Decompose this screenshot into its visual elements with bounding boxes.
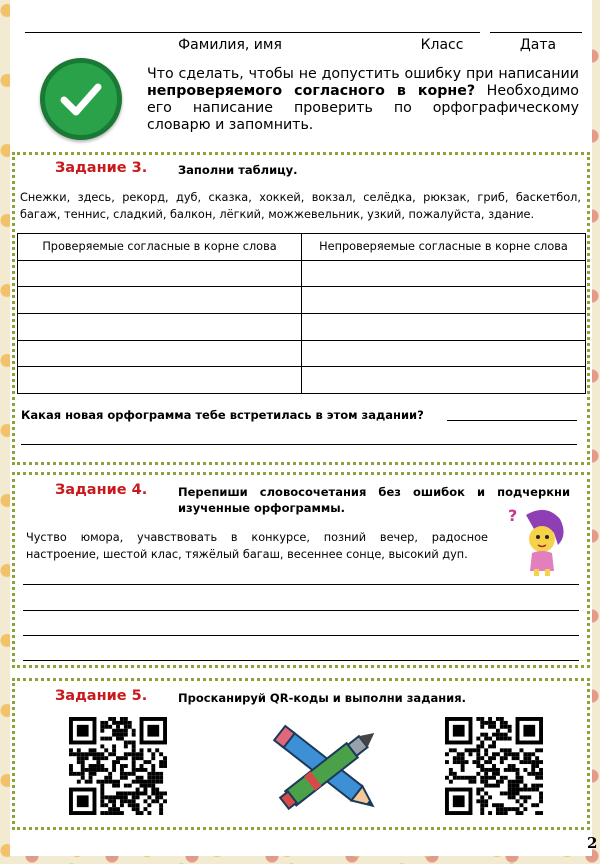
table-cell[interactable] <box>18 260 302 287</box>
qr-code-left[interactable] <box>69 717 167 815</box>
task-4-phrases: Чуство юмора, учавствовать в конкурсе, позний вечер, радосное настроение, шестой клас, тяжёлый багаш, весеннее сонце, высокий дуп. <box>26 531 488 561</box>
table-cell[interactable] <box>18 340 302 367</box>
table-header-checkable: Проверяемые согласные в корне слова <box>18 234 302 261</box>
name-label: Фамилия, имя <box>178 37 282 53</box>
class-label: Класс <box>420 37 464 53</box>
table-cell[interactable] <box>302 260 586 287</box>
consonants-table <box>17 233 586 394</box>
table-row <box>18 260 586 287</box>
table-cell[interactable] <box>18 314 302 341</box>
table-cell[interactable] <box>18 367 302 394</box>
answer-line[interactable] <box>447 420 577 421</box>
table-row <box>18 287 586 314</box>
table-row <box>18 340 586 367</box>
table-row <box>18 314 586 341</box>
task-5-instruction: Просканируй QR-коды и выполни задания. <box>178 691 466 705</box>
task-3-words: Снежки, здесь, рекорд, дуб, сказка, хоккей, вокзал, селёдка, рюкзак, гриб, баскетбол, багаж, теннис, сладкий, балкон, лёгкий, можжевельник, узкий, пожалуйста, здание. <box>20 191 581 221</box>
table-header-row <box>18 234 586 261</box>
table-header-uncheckable: Непроверяемые согласные в корне слова <box>302 234 586 261</box>
task-4-instruction: Перепиши словосочетания без ошибок и подчеркни изученные орфограммы. <box>178 485 570 515</box>
table-cell[interactable] <box>18 287 302 314</box>
question-girl-illustration <box>508 505 568 577</box>
answer-line[interactable] <box>21 444 577 445</box>
table-cell[interactable] <box>302 287 586 314</box>
table-cell[interactable] <box>302 340 586 367</box>
table-cell[interactable] <box>302 314 586 341</box>
task-3-box <box>12 152 590 465</box>
writing-line[interactable] <box>23 584 579 585</box>
svg-text:?: ? <box>508 506 518 525</box>
task-3-question: Какая новая орфограмма тебе встретилась в этом задании? <box>21 408 424 422</box>
table-cell[interactable] <box>302 367 586 394</box>
qr-code-right[interactable] <box>445 717 543 815</box>
writing-line[interactable] <box>23 635 579 636</box>
task-4-title: Задание 4. <box>55 482 148 498</box>
date-label: Дата <box>519 37 557 53</box>
worksheet-page <box>10 0 598 856</box>
name-line <box>25 32 408 33</box>
class-line <box>402 32 480 33</box>
writing-line[interactable] <box>23 660 579 661</box>
writing-line[interactable] <box>23 610 579 611</box>
date-line <box>490 32 582 33</box>
checkmark-icon <box>40 58 122 140</box>
table-row <box>18 367 586 394</box>
pencil-pen-icon <box>265 721 390 819</box>
task-5-box <box>12 678 590 830</box>
task-4-box <box>12 472 590 668</box>
intro-text: Что сделать, чтобы не допустить ошибку при написании непроверяемого согласного в корне? Необходимо его написание проверить по орфографическому словарю и запомнить. <box>147 66 579 133</box>
task-5-title: Задание 5. <box>55 688 148 704</box>
task-3-instruction: Заполни таблицу. <box>178 163 298 177</box>
page-number: 2 <box>587 834 598 852</box>
task-3-title: Задание 3. <box>55 160 148 176</box>
